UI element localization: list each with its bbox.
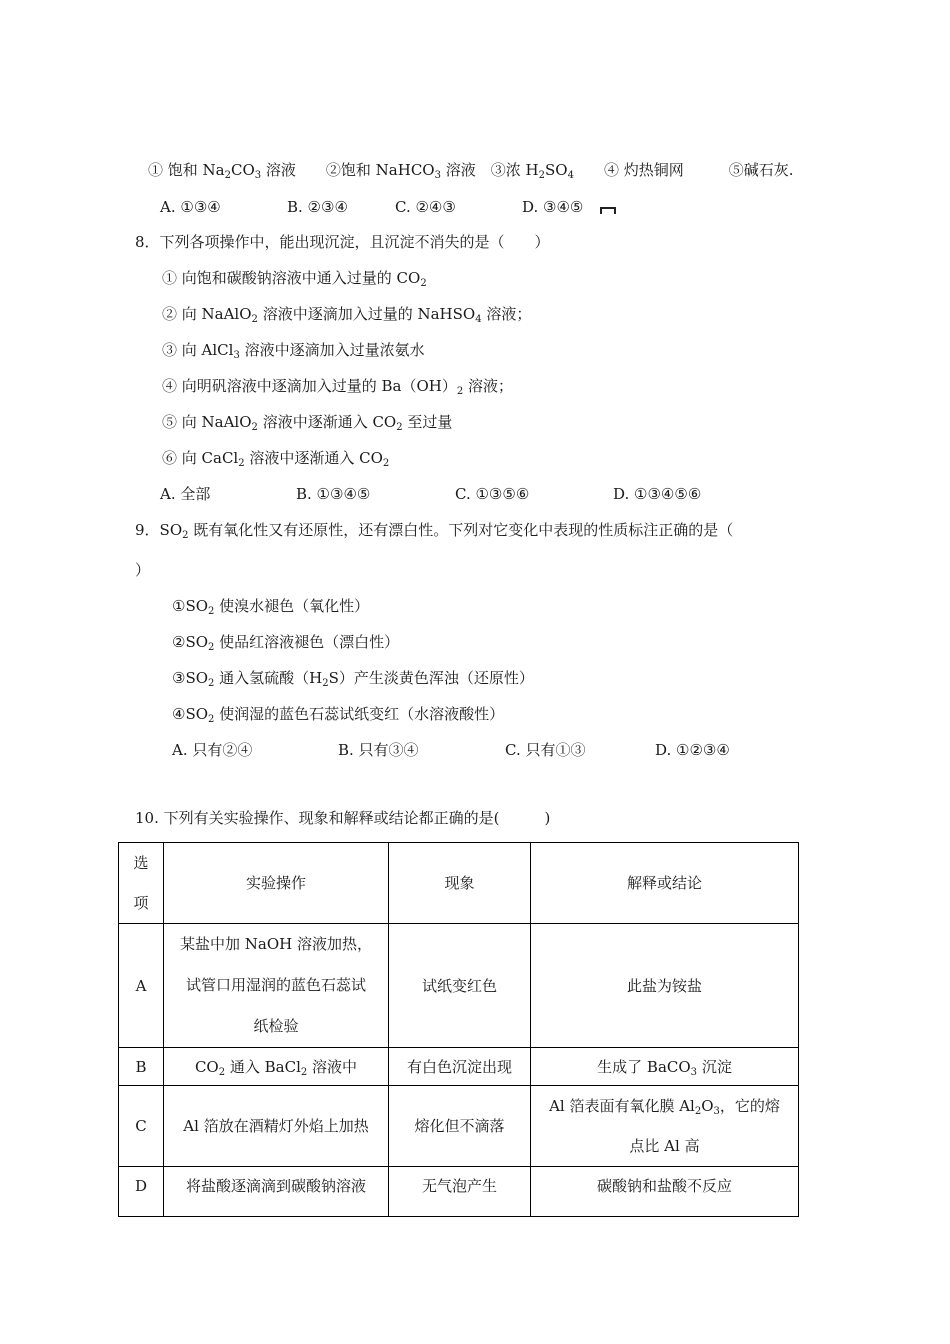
header-operation: 实验操作 xyxy=(164,843,389,924)
q9-text: S）产生淡黄色浑浊（还原性） xyxy=(328,669,534,687)
q8-item-2 xyxy=(162,304,531,324)
subscript: 3 xyxy=(254,170,262,181)
subscript: 2 xyxy=(300,1066,308,1078)
row-letter: A xyxy=(119,924,164,1048)
q9-stem-close: ） xyxy=(135,561,151,579)
row-operation xyxy=(164,924,389,1048)
subscript: 2 xyxy=(322,678,329,689)
header-option-line: 项 xyxy=(133,894,149,912)
q9-text: ③SO xyxy=(172,669,209,687)
q8-item-5 xyxy=(162,412,452,432)
q7-text: 溶液 ②饱和 NaHCO xyxy=(261,161,435,179)
row-conclusion: 碳酸钠和盐酸不反应 xyxy=(531,1167,799,1217)
q9-text: 通入氢硫酸（H xyxy=(214,669,323,687)
header-option xyxy=(119,843,164,924)
q9-item-4 xyxy=(172,704,504,724)
q7-choice-b: B. ②③④ xyxy=(287,198,348,216)
q9-text: 使品红溶液褪色（漂白性） xyxy=(214,633,400,651)
op-line: 纸检验 xyxy=(253,1017,299,1035)
q7-text: ④ 灼热铜网 ⑤碱石灰. xyxy=(573,161,794,179)
conclusion-line xyxy=(537,1086,792,1126)
q9-text: 使润湿的蓝色石蕊试纸变红（水溶液酸性） xyxy=(214,705,505,723)
q9-text: ④SO xyxy=(172,705,209,723)
row-conclusion xyxy=(531,1048,799,1086)
table-row xyxy=(119,1048,799,1086)
q8-text: 至过量 xyxy=(402,413,453,431)
q8-item-6 xyxy=(162,448,389,468)
row-conclusion xyxy=(531,1086,799,1167)
row-phenomenon: 试纸变红色 xyxy=(389,924,531,1048)
q8-choice-d: D. ①③④⑤⑥ xyxy=(613,485,702,503)
cell-text: 通入 BaCl xyxy=(225,1057,301,1076)
subscript: 2 xyxy=(538,170,545,181)
q8-choice-a: A. 全部 xyxy=(160,485,211,503)
header-phenomenon: 现象 xyxy=(389,843,531,924)
row-letter: C xyxy=(119,1086,164,1167)
q7-choice-d: D. ③④⑤ xyxy=(522,198,584,216)
row-operation: Al 箔放在酒精灯外焰上加热 xyxy=(164,1086,389,1167)
subscript: 2 xyxy=(251,314,258,325)
subscript: 2 xyxy=(396,422,403,433)
subscript: 3 xyxy=(713,1106,720,1117)
table-row xyxy=(119,924,799,1048)
q8-text: ③ 向 AlCl xyxy=(162,341,234,359)
q9-text: 使溴水褪色（氧化性） xyxy=(214,597,370,615)
q9-item-2 xyxy=(172,632,399,652)
q7-items-line xyxy=(148,160,793,180)
cell-text: CO xyxy=(194,1057,219,1076)
q8-text: 溶液中逐滴加入过量浓氨水 xyxy=(239,341,425,359)
q8-text: 溶液； xyxy=(481,305,532,323)
q8-choice-c: C. ①③⑤⑥ xyxy=(455,485,530,503)
cell-text: Al 箔表面有氧化膜 Al xyxy=(549,1097,695,1115)
row-letter: D xyxy=(119,1167,164,1217)
q9-item-3 xyxy=(172,668,534,688)
q7-choice-a: A. ①③④ xyxy=(160,198,221,216)
subscript: 2 xyxy=(420,278,427,289)
q7-text: ① 饱和 Na xyxy=(148,161,225,179)
table-row xyxy=(119,1167,799,1217)
subscript: 2 xyxy=(456,386,464,397)
q9-stem xyxy=(135,520,733,540)
subscript: 2 xyxy=(208,642,215,653)
table-header-row xyxy=(119,843,799,924)
row-phenomenon: 熔化但不滴落 xyxy=(389,1086,531,1167)
subscript: 2 xyxy=(238,458,245,469)
q8-choice-b: B. ①③④⑤ xyxy=(296,485,371,503)
q9-text: ①SO xyxy=(172,597,209,615)
op-line: 某盐中加 NaOH 溶液加热， xyxy=(180,935,372,953)
cell-text: O xyxy=(701,1097,714,1115)
q9-item-1 xyxy=(172,596,369,616)
q9-text: ②SO xyxy=(172,633,209,651)
row-conclusion: 此盐为铵盐 xyxy=(531,924,799,1048)
row-operation xyxy=(164,1048,389,1086)
q9-choice-a: A. 只有②④ xyxy=(172,741,253,759)
q8-text: ② 向 NaAlO xyxy=(162,305,252,323)
q8-text: ⑤ 向 NaAlO xyxy=(162,413,252,431)
q9-choice-b: B. 只有③④ xyxy=(338,741,419,759)
subscript: 2 xyxy=(251,422,258,433)
q9-text: 既有氧化性又有还原性，还有漂白性。下列对它变化中表现的性质标注正确的是（ xyxy=(188,521,734,539)
q8-text: ① 向饱和碳酸钠溶液中通入过量的 CO xyxy=(162,269,421,287)
q9-choice-c: C. 只有①③ xyxy=(505,741,586,759)
q8-text: 溶液中逐渐通入 CO xyxy=(257,413,397,431)
cell-text: ，它的熔 xyxy=(719,1097,780,1115)
q8-item-1 xyxy=(162,268,427,288)
conclusion-line: 点比 Al 高 xyxy=(629,1137,700,1155)
cell-text: 溶液中 xyxy=(307,1057,358,1076)
header-option-line: 选 xyxy=(133,854,149,872)
op-line: 试管口用湿润的蓝色石蕊试 xyxy=(185,976,366,994)
q8-text: ⑥ 向 CaCl xyxy=(162,449,239,467)
q8-text: 溶液； xyxy=(463,377,514,395)
subscript: 2 xyxy=(224,170,231,181)
q8-text: 溶液中逐渐通入 CO xyxy=(244,449,383,467)
subscript: 2 xyxy=(694,1106,702,1117)
table-row xyxy=(119,1086,799,1167)
q7-text: SO xyxy=(544,161,568,179)
subscript: 4 xyxy=(475,314,482,325)
q9-text: 9．SO xyxy=(135,521,183,539)
subscript: 3 xyxy=(434,170,441,181)
cell-text: 生成了 BaCO xyxy=(597,1057,691,1076)
q8-item-4 xyxy=(162,376,513,396)
row-phenomenon: 无气泡产生 xyxy=(389,1167,531,1217)
subscript: 2 xyxy=(382,458,390,469)
subscript: 4 xyxy=(567,170,574,181)
q7-text: 溶液 ③浓 H xyxy=(440,161,539,179)
scan-artifact-mark xyxy=(600,207,616,214)
q9-choice-d: D. ①②③④ xyxy=(655,741,730,759)
subscript: 2 xyxy=(208,678,215,689)
subscript: 2 xyxy=(218,1066,226,1078)
header-conclusion: 解释或结论 xyxy=(531,843,799,924)
cell-text: 沉淀 xyxy=(697,1057,732,1076)
q8-text: 溶液中逐滴加入过量的 NaHSO xyxy=(257,305,476,323)
subscript: 2 xyxy=(182,530,189,541)
subscript: 2 xyxy=(208,714,215,725)
row-operation: 将盐酸逐滴滴到碳酸钠溶液 xyxy=(164,1167,389,1217)
q8-item-3 xyxy=(162,340,425,360)
row-letter: B xyxy=(119,1048,164,1086)
subscript: 3 xyxy=(690,1066,698,1078)
row-phenomenon: 有白色沉淀出现 xyxy=(389,1048,531,1086)
q7-text: CO xyxy=(230,161,255,179)
subscript: 3 xyxy=(233,350,240,361)
q8-text: ④ 向明矾溶液中逐滴加入过量的 Ba（OH） xyxy=(162,377,457,395)
q7-choice-c: C. ②④③ xyxy=(395,198,456,216)
q8-stem: 8．下列各项操作中，能出现沉淀，且沉淀不消失的是（ ） xyxy=(135,233,550,251)
q10-table xyxy=(118,842,799,1217)
q10-stem: 10. 下列有关实验操作、现象和解释或结论都正确的是( ) xyxy=(135,809,551,827)
subscript: 2 xyxy=(208,606,215,617)
